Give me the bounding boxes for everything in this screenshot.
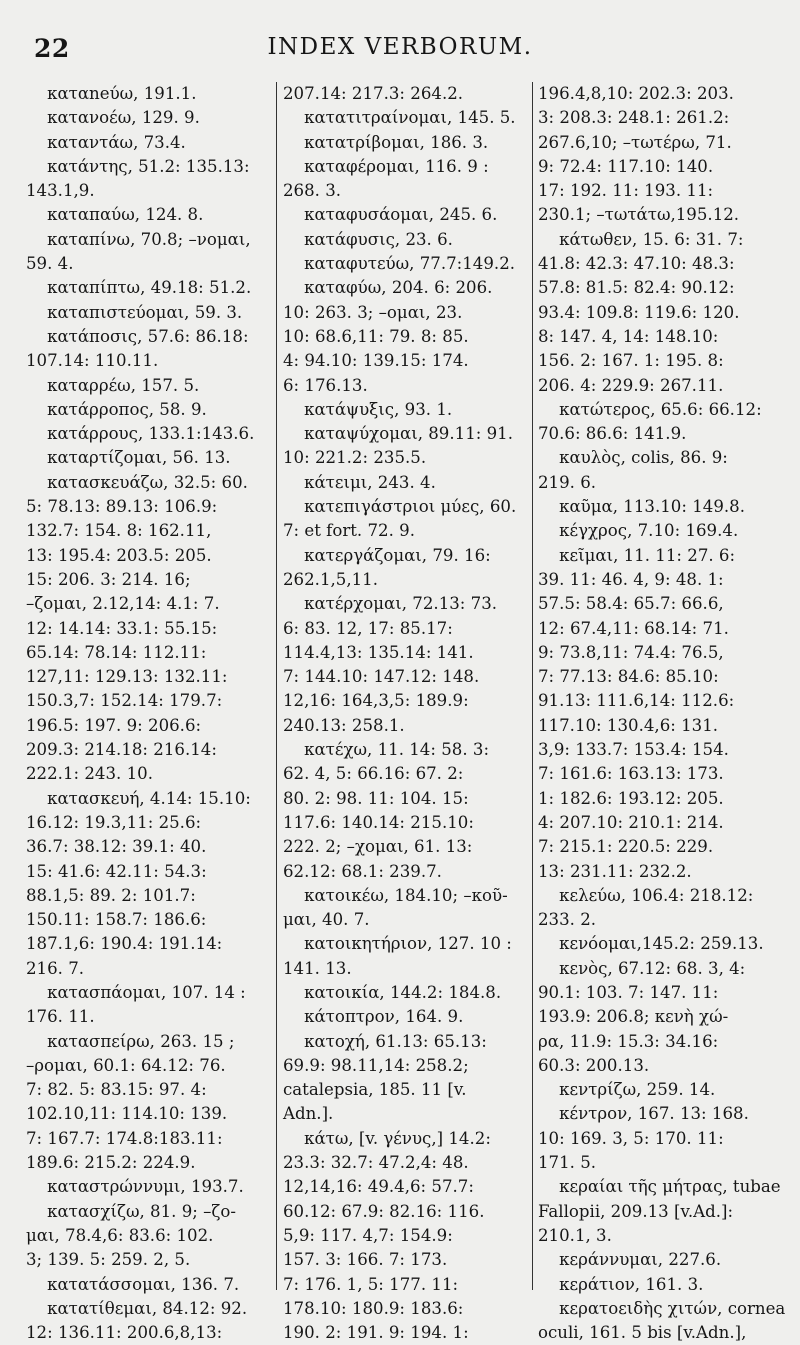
index-line: 216. 7. <box>26 958 85 978</box>
index-line: 12: 136.11: 200.6,8,13: <box>26 1323 223 1343</box>
index-line: κατοικία, 144.2: 184.8. <box>283 982 502 1002</box>
index-line: κατοικητήριον, 127. 10 : <box>283 934 512 954</box>
index-line: 91.13: 111.6,14: 112.6: <box>538 691 735 711</box>
index-line: 117.6: 140.14: 215.10: <box>283 812 474 832</box>
index-line: 57.8: 81.5: 82.4: 90.12: <box>538 278 735 298</box>
index-line: 12,16: 164,3,5: 189.9: <box>283 691 469 711</box>
index-line: κατάρροπος, 58. 9. <box>26 399 207 419</box>
index-line: κατανοέω, 129. 9. <box>26 108 200 128</box>
index-line: 7: 215.1: 220.5: 229. <box>538 837 714 857</box>
index-line: 193.9: 206.8; κενὴ χώ- <box>538 1007 729 1027</box>
index-line: 23.3: 32.7: 47.2,4: 48. <box>283 1153 469 1173</box>
index-line: Fallopii, 209.13 [v.Ad.]: <box>538 1201 734 1221</box>
index-line: 156. 2: 167. 1: 195. 8: <box>538 351 724 371</box>
index-line: καταρτίζομαι, 56. 13. <box>26 448 231 468</box>
index-line: 157. 3: 166. 7: 173. <box>283 1250 448 1270</box>
index-line: –ρομαι, 60.1: 64.12: 76. <box>26 1055 226 1075</box>
index-line: καταψύχομαι, 89.11: 91. <box>283 424 514 444</box>
index-line: 6: 83. 12, 17: 85.17: <box>283 618 453 638</box>
index-line: 209.3: 214.18: 216.14: <box>26 740 217 760</box>
index-line: κεράτιον, 161. 3. <box>538 1274 704 1294</box>
index-line: 36.7: 38.12: 39.1: 40. <box>26 837 207 857</box>
index-line: 57.5: 58.4: 65.7: 66.6, <box>538 594 724 614</box>
index-line: καταneύω, 191.1. <box>26 84 197 103</box>
index-line: κατατιτραίνομαι, 145. 5. <box>283 108 516 128</box>
index-line: κατάψυξις, 93. 1. <box>283 399 453 419</box>
index-line: 10: 169. 3, 5: 170. 11: <box>538 1128 724 1148</box>
index-line: 10: 68.6,11: 79. 8: 85. <box>283 326 469 346</box>
page-number: 22 <box>34 34 70 63</box>
index-line: 7: 176. 1, 5: 177. 11: <box>283 1274 459 1294</box>
index-line: κατατάσσομαι, 136. 7. <box>26 1274 240 1294</box>
index-line: 233. 2. <box>538 910 597 930</box>
index-line: καταπιστεύομαι, 59. 3. <box>26 302 243 322</box>
index-line: 230.1; –τωτάτω,195.12. <box>538 205 740 225</box>
index-line: καταφύω, 204. 6: 206. <box>283 278 493 298</box>
index-line: κατασπάομαι, 107. 14 : <box>26 982 246 1002</box>
index-line: κερατοειδὴς χιτών, cornea <box>538 1298 786 1318</box>
index-line: 16.12: 19.3,11: 25.6: <box>26 812 202 832</box>
index-line: κεῖμαι, 11. 11: 27. 6: <box>538 545 736 565</box>
index-line: 267.6,10; –τωτέρω, 71. <box>538 132 732 152</box>
index-line: 240.13: 258.1. <box>283 715 405 735</box>
index-line: καταπαύω, 124. 8. <box>26 205 204 225</box>
index-line: 210.1, 3. <box>538 1225 612 1245</box>
index-line: 127,11: 129.13: 132.11: <box>26 667 228 687</box>
index-line: κεράννυμαι, 227.6. <box>538 1250 722 1270</box>
index-line: κάτοπτρον, 164. 9. <box>283 1007 464 1027</box>
index-line: κατασπείρω, 263. 15 ; <box>26 1031 235 1051</box>
index-line: 93.4: 109.8: 119.6: 120. <box>538 302 740 322</box>
index-line: 60.3: 200.13. <box>538 1055 650 1075</box>
index-line: 171. 5. <box>538 1153 597 1173</box>
index-line: 3; 139. 5: 259. 2, 5. <box>26 1250 191 1270</box>
index-line: μαι, 40. 7. <box>283 910 370 930</box>
index-line: κενόομαι,145.2: 259.13. <box>538 934 764 954</box>
index-columns <box>26 82 792 1343</box>
index-line: 7: 167.7: 174.8:183.11: <box>26 1128 223 1148</box>
index-line: 222. 2; –χομαι, 61. 13: <box>283 837 473 857</box>
index-line: 5: 78.13: 89.13: 106.9: <box>26 497 218 517</box>
index-line: καταστρώννυμι, 193.7. <box>26 1177 244 1197</box>
index-line: κάτω, [v. γένυς,] 14.2: <box>283 1128 491 1148</box>
index-line: 189.6: 215.2: 224.9. <box>26 1153 196 1173</box>
index-line: 59. 4. <box>26 254 74 274</box>
index-line: κατασκευάζω, 32.5: 60. <box>26 472 248 492</box>
index-line: 219. 6. <box>538 472 597 492</box>
index-line: κέγχρος, 7.10: 169.4. <box>538 521 739 541</box>
index-line: 262.1,5,11. <box>283 569 379 589</box>
index-column-2 <box>283 82 533 1343</box>
index-line: 117.10: 130.4,6: 131. <box>538 715 719 735</box>
index-line: 70.6: 86.6: 141.9. <box>538 424 687 444</box>
index-line: καταφέρομαι, 116. 9 : <box>283 156 489 176</box>
index-line: 6: 176.13. <box>283 375 368 395</box>
index-line: catalepsia, 185. 11 [v. <box>283 1080 467 1100</box>
index-line: καταντάω, 73.4. <box>26 132 186 152</box>
index-line: 196.5: 197. 9: 206.6: <box>26 715 202 735</box>
index-line: 7: 82. 5: 83.15: 97. 4: <box>26 1080 207 1100</box>
index-line: 17: 192. 11: 193. 11: <box>538 181 714 201</box>
index-column-1 <box>26 82 270 1343</box>
index-line: καῦμα, 113.10: 149.8. <box>538 497 746 517</box>
index-line: 107.14: 110.11. <box>26 351 159 371</box>
index-line: κατατίθεμαι, 84.12: 92. <box>26 1298 248 1318</box>
index-line: 4: 207.10: 210.1: 214. <box>538 812 724 832</box>
index-line: oculi, 161. 5 bis [v.Adn.], <box>538 1323 747 1343</box>
index-line: 15: 206. 3: 214. 16; <box>26 569 191 589</box>
index-line: 222.1: 243. 10. <box>26 764 153 784</box>
index-line: 60.12: 67.9: 82.16: 116. <box>283 1201 485 1221</box>
index-line: ρα, 11.9: 15.3: 34.16: <box>538 1031 719 1051</box>
index-line: 150.3,7: 152.14: 179.7: <box>26 691 223 711</box>
index-line: 268. 3. <box>283 181 342 201</box>
index-line: 9: 73.8,11: 74.4: 76.5, <box>538 642 724 662</box>
index-line: 13: 231.11: 232.2. <box>538 861 692 881</box>
index-line: 62. 4, 5: 66.16: 67. 2: <box>283 764 464 784</box>
index-line: 187.1,6: 190.4: 191.14: <box>26 934 223 954</box>
index-line: καταπίπτω, 49.18: 51.2. <box>26 278 252 298</box>
index-line: 8: 147. 4, 14: 148.10: <box>538 326 719 346</box>
index-line: 150.11: 158.7: 186.6: <box>26 910 207 930</box>
index-line: 41.8: 42.3: 47.10: 48.3: <box>538 254 735 274</box>
index-line: κατοχή, 61.13: 65.13: <box>283 1031 487 1051</box>
index-line: 4: 94.10: 139.15: 174. <box>283 351 469 371</box>
index-line: κατέχω, 11. 14: 58. 3: <box>283 740 490 760</box>
index-line: 190. 2: 191. 9: 194. 1: <box>283 1323 469 1343</box>
index-line: 7: 144.10: 147.12: 148. <box>283 667 480 687</box>
index-line: 132.7: 154. 8: 162.11, <box>26 521 212 541</box>
index-line: 12: 14.14: 33.1: 55.15: <box>26 618 218 638</box>
index-line: 196.4,8,10: 202.3: 203. <box>538 84 734 103</box>
index-line: 80. 2: 98. 11: 104. 15: <box>283 788 469 808</box>
index-line: κατασκευή, 4.14: 15.10: <box>26 788 251 808</box>
index-line: 1: 182.6: 193.12: 205. <box>538 788 724 808</box>
index-line: 3: 208.3: 248.1: 261.2: <box>538 108 730 128</box>
index-line: 12: 67.4,11: 68.14: 71. <box>538 618 729 638</box>
index-line: 176. 11. <box>26 1007 95 1027</box>
index-line: μαι, 78.4,6: 83.6: 102. <box>26 1225 214 1245</box>
index-line: 15: 41.6: 42.11: 54.3: <box>26 861 207 881</box>
running-title: INDEX VERBORUM. <box>267 34 533 60</box>
index-line: κατάφυσις, 23. 6. <box>283 229 453 249</box>
index-line: 206. 4: 229.9: 267.11. <box>538 375 724 395</box>
index-line: κατάρρους, 133.1:143.6. <box>26 424 255 444</box>
index-line: κατατρίβομαι, 186. 3. <box>283 132 489 152</box>
index-line: κατοικέω, 184.10; –κοῦ- <box>283 885 508 905</box>
index-line: κενὸς, 67.12: 68. 3, 4: <box>538 958 746 978</box>
index-line: κατάποσις, 57.6: 86.18: <box>26 326 249 346</box>
index-line: κάτειμι, 243. 4. <box>283 472 436 492</box>
index-line: καυλὸς, colis, 86. 9: <box>538 448 728 468</box>
index-line: καταφυτεύω, 77.7:149.2. <box>283 254 516 274</box>
index-line: 69.9: 98.11,14: 258.2; <box>283 1055 469 1075</box>
index-line: 7: 77.13: 84.6: 85.10: <box>538 667 719 687</box>
index-line: 114.4,13: 135.14: 141. <box>283 642 474 662</box>
index-line: κάτωθεν, 15. 6: 31. 7: <box>538 229 744 249</box>
index-line: 7: 161.6: 163.13: 173. <box>538 764 724 784</box>
index-line: κεντρίζω, 259. 14. <box>538 1080 716 1100</box>
index-line: 5,9: 117. 4,7: 154.9: <box>283 1225 453 1245</box>
index-line: 90.1: 103. 7: 147. 11: <box>538 982 719 1002</box>
index-line: 3,9: 133.7: 153.4: 154. <box>538 740 729 760</box>
index-line: 141. 13. <box>283 958 352 978</box>
index-line: καταπίνω, 70.8; –νομαι, <box>26 229 251 249</box>
index-line: κελεύω, 106.4: 218.12: <box>538 885 754 905</box>
index-line: κατέρχομαι, 72.13: 73. <box>283 594 498 614</box>
index-line: 12,14,16: 49.4,6: 57.7: <box>283 1177 474 1197</box>
index-column-3 <box>538 82 794 1343</box>
index-line: 9: 72.4: 117.10: 140. <box>538 156 714 176</box>
index-line: 178.10: 180.9: 183.6: <box>283 1298 464 1318</box>
index-line: κατεπιγάστριοι μύες, 60. <box>283 497 517 517</box>
index-line: Adn.]. <box>283 1104 334 1124</box>
index-line: 10: 263. 3; –ομαι, 23. <box>283 302 463 322</box>
index-line: 88.1,5: 89. 2: 101.7: <box>26 885 196 905</box>
index-line: κέντρον, 167. 13: 168. <box>538 1104 749 1124</box>
page-header <box>0 34 800 68</box>
index-line: 13: 195.4: 203.5: 205. <box>26 545 212 565</box>
index-line: καταρρέω, 157. 5. <box>26 375 200 395</box>
index-line: κατασχίζω, 81. 9; –ζο- <box>26 1201 236 1221</box>
index-line: κεραίαι τῆς μήτρας, tubae <box>538 1177 781 1197</box>
index-line: 207.14: 217.3: 264.2. <box>283 84 464 103</box>
index-line: –ζομαι, 2.12,14: 4.1: 7. <box>26 594 220 614</box>
index-line: 39. 11: 46. 4, 9: 48. 1: <box>538 569 724 589</box>
index-line: 102.10,11: 114.10: 139. <box>26 1104 228 1124</box>
index-line: κατεργάζομαι, 79. 16: <box>283 545 491 565</box>
index-line: κατώτερος, 65.6: 66.12: <box>538 399 762 419</box>
index-line: 62.12: 68.1: 239.7. <box>283 861 442 881</box>
index-line: καταφυσάομαι, 245. 6. <box>283 205 498 225</box>
index-line: κατάντης, 51.2: 135.13: <box>26 156 250 176</box>
index-line: 10: 221.2: 235.5. <box>283 448 427 468</box>
index-line: 65.14: 78.14: 112.11: <box>26 642 207 662</box>
index-line: 7: et fort. 72. 9. <box>283 521 415 541</box>
index-line: 143.1,9. <box>26 181 95 201</box>
